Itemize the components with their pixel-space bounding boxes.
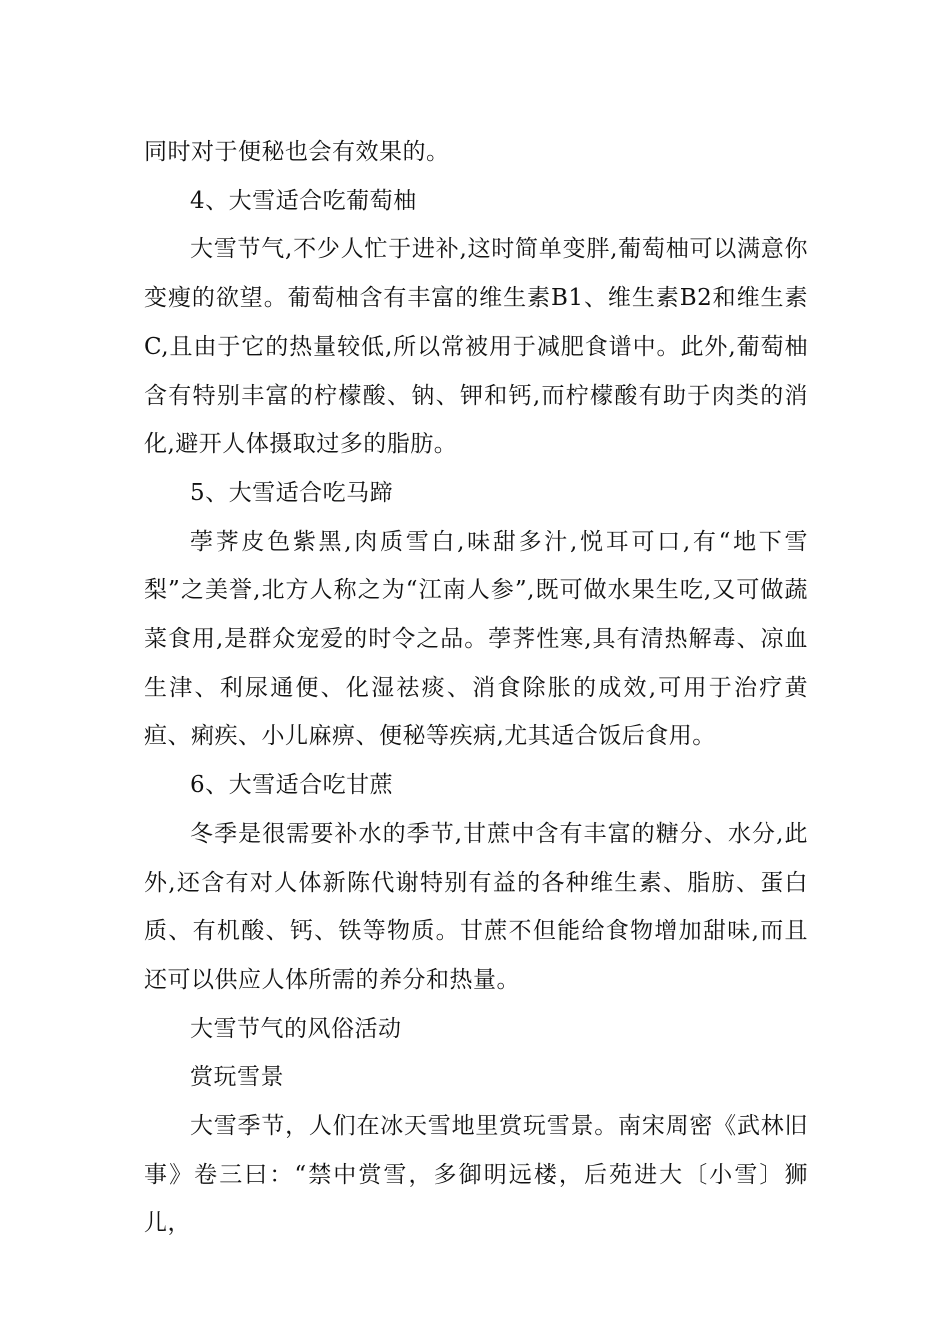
paragraph-grapefruit: 大雪节气,不少人忙于进补,这时简单变胖,葡萄柚可以满意你变瘦的欲望。葡萄柚含有丰富的维生素B1、维生素B2和维生素C,且由于它的热量较低,所以常被用于减肥食谱中。此外,葡萄柚含有特别丰富的柠檬酸、钠、钾和钙,而柠檬酸有助于肉类的消化,避开人体摄取过多的脂肪。 xyxy=(144,236,808,458)
section-heading-snow-viewing: 赏玩雪景 xyxy=(190,1064,284,1091)
paragraph-snow-viewing: 大雪季节，人们在冰天雪地里赏玩雪景。南宋周密《武林旧事》卷三曰：“禁中赏雪，多御明远楼，后苑进大〔小雪〕狮儿， xyxy=(144,1113,808,1237)
section-heading-customs: 大雪节气的风俗活动 xyxy=(190,1015,402,1042)
section-heading-water-chestnut: 5、大雪适合吃马蹄 xyxy=(190,479,394,506)
paragraph-sugarcane: 冬季是很需要补水的季节,甘蔗中含有丰富的糖分、水分,此外,还含有对人体新陈代谢特别有益的各种维生素、脂肪、蛋白质、有机酸、钙、铁等物质。甘蔗不但能给食物增加甜味,而且还可以供应人体所需的养分和热量。 xyxy=(144,820,808,993)
section-heading-sugarcane: 6、大雪适合吃甘蔗 xyxy=(190,772,394,799)
paragraph-continuation: 同时对于便秘也会有效果的。 xyxy=(144,139,450,165)
paragraph-water-chestnut: 荸荠皮色紫黑,肉质雪白,味甜多汁,悦耳可口,有“地下雪梨”之美誉,北方人称之为“江南人参”,既可做水果生吃,又可做蔬菜食用,是群众宠爱的时令之品。荸荠性寒,具有清热解毒、凉血生津、利尿通便、化湿祛痰、消食除胀的成效,可用于治疗黄疸、痢疾、小儿麻痹、便秘等疾病,尤其适合饭后食用。 xyxy=(144,528,808,750)
document-body xyxy=(144,128,808,1248)
section-heading-grapefruit: 4、大雪适合吃葡萄柚 xyxy=(190,187,417,214)
